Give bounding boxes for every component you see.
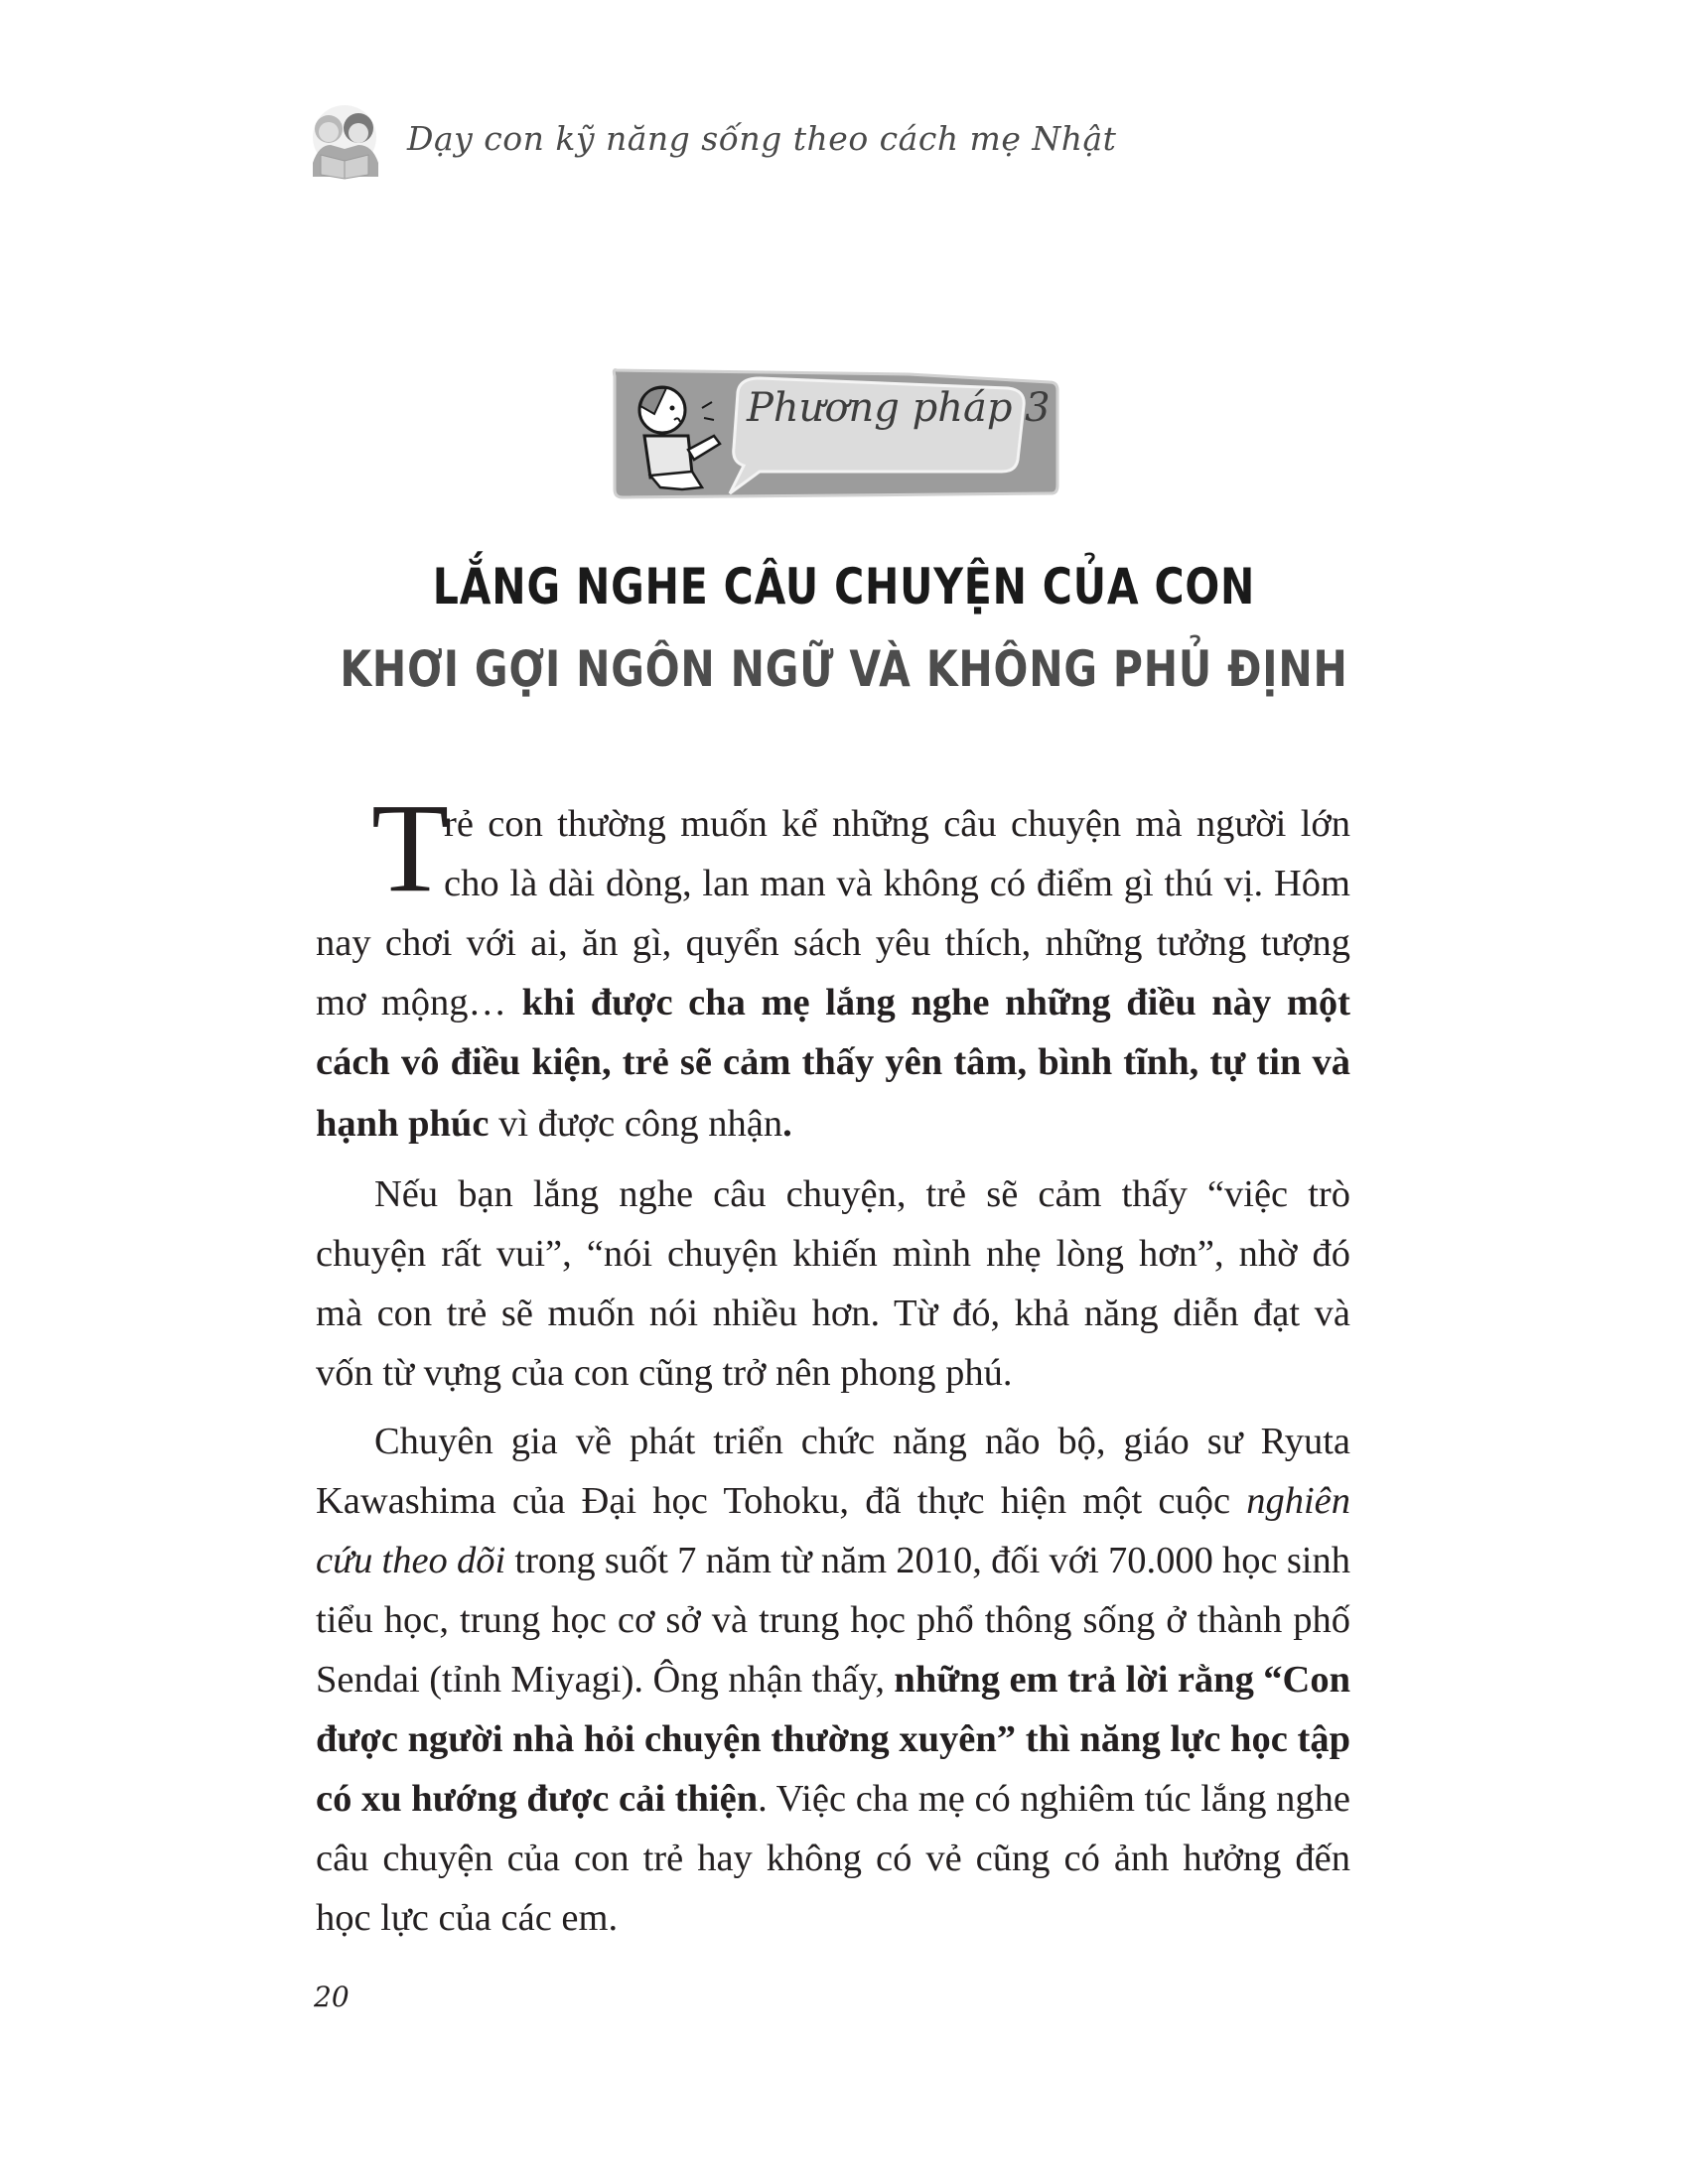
chapter-title-line-2: KHƠI GỢI NGÔN NGỮ VÀ KHÔNG PHỦ ĐỊNH	[340, 640, 1348, 698]
italic-text-run: nghiên	[1246, 1480, 1350, 1522]
text-run: câu chuyện của con trẻ hay không có vẻ cũng có ảnh hưởng đến	[316, 1838, 1350, 1879]
text-run: rẻ con thường muốn kể những câu chuyện mà người lớn	[444, 803, 1350, 845]
bold-text-run: cách vô điều kiện, trẻ sẽ cảm thấy yên tâm, bình tĩnh, tự tin và	[316, 1041, 1350, 1083]
bold-text-run: có xu hướng được cải thiện	[316, 1778, 759, 1820]
bold-text-run: được người nhà hỏi chuyện thường xuyên” thì năng lực học tập	[316, 1718, 1350, 1760]
body-line	[374, 1412, 1350, 1471]
body-line	[316, 1094, 1350, 1154]
text-run: Chuyên gia về phát triển chức năng não bộ, giáo sư Ryuta	[374, 1421, 1350, 1462]
body-line	[316, 1590, 1350, 1650]
text-run: mà con trẻ sẽ muốn nói nhiều hơn. Từ đó, khả năng diễn đạt và	[316, 1293, 1350, 1334]
children-reading-book-icon	[301, 103, 388, 181]
running-header-title: Dạy con kỹ năng sống theo cách mẹ Nhật	[407, 119, 1117, 158]
body-line	[444, 854, 1350, 913]
method-badge	[611, 362, 1059, 501]
text-run: chuyện rất vui”, “nói chuyện khiến mình nhẹ lòng hơn”, nhờ đó	[316, 1233, 1350, 1275]
body-line	[316, 1531, 1350, 1590]
bold-text-run: .	[782, 1103, 792, 1145]
body-line	[374, 1164, 1350, 1224]
body-line	[316, 1829, 1350, 1888]
body-line	[316, 1343, 1350, 1403]
text-run: học lực của các em.	[316, 1897, 619, 1939]
text-run: Kawashima của Đại học Tohoku, đã thực hiện một cuộc	[316, 1480, 1247, 1522]
italic-text-run: cứu theo dõi	[316, 1540, 506, 1581]
bold-text-run: những em trả lời rằng “Con	[894, 1659, 1351, 1701]
text-run: Sendai (tỉnh Miyagi). Ông nhận thấy,	[316, 1659, 895, 1701]
text-run: vì được công nhận	[489, 1103, 783, 1145]
body-line	[316, 1284, 1350, 1343]
text-run: nay chơi với ai, ăn gì, quyển sách yêu thích, những tưởng tượng	[316, 922, 1350, 964]
text-run: trong suốt 7 năm từ năm 2010, đối với 70.000 học sinh	[505, 1540, 1350, 1581]
body-line	[316, 1709, 1350, 1769]
body-line	[444, 794, 1350, 854]
text-run: mơ mộng…	[316, 982, 522, 1024]
page-number: 20	[314, 1980, 350, 2013]
body-line	[316, 913, 1350, 973]
body-line	[316, 1471, 1350, 1531]
text-run: vốn từ vựng của con cũng trở nên phong phú.	[316, 1352, 1013, 1394]
chapter-title-line-1: LẮNG NGHE CÂU CHUYỆN CỦA CON	[432, 558, 1256, 615]
body-line	[316, 1650, 1350, 1709]
method-badge-label: Phương pháp 3	[747, 385, 1051, 431]
body-line	[316, 1769, 1350, 1829]
body-line	[316, 973, 1350, 1032]
text-run: . Việc cha mẹ có nghiêm túc lắng nghe	[758, 1778, 1350, 1820]
text-run: tiểu học, trung học cơ sở và trung học phổ thông sống ở thành phố	[316, 1599, 1350, 1641]
body-line	[316, 1224, 1350, 1284]
bold-text-run: khi được cha mẹ lắng nghe những điều này một	[521, 982, 1350, 1024]
text-run: cho là dài dòng, lan man và không có điểm gì thú vị. Hôm	[444, 863, 1350, 904]
bold-text-run: hạnh phúc	[316, 1103, 490, 1145]
body-line	[316, 1888, 1350, 1948]
body-line	[316, 1032, 1350, 1092]
text-run: Nếu bạn lắng nghe câu chuyện, trẻ sẽ cảm thấy “việc trò	[374, 1173, 1350, 1215]
drop-cap: T	[371, 777, 450, 918]
